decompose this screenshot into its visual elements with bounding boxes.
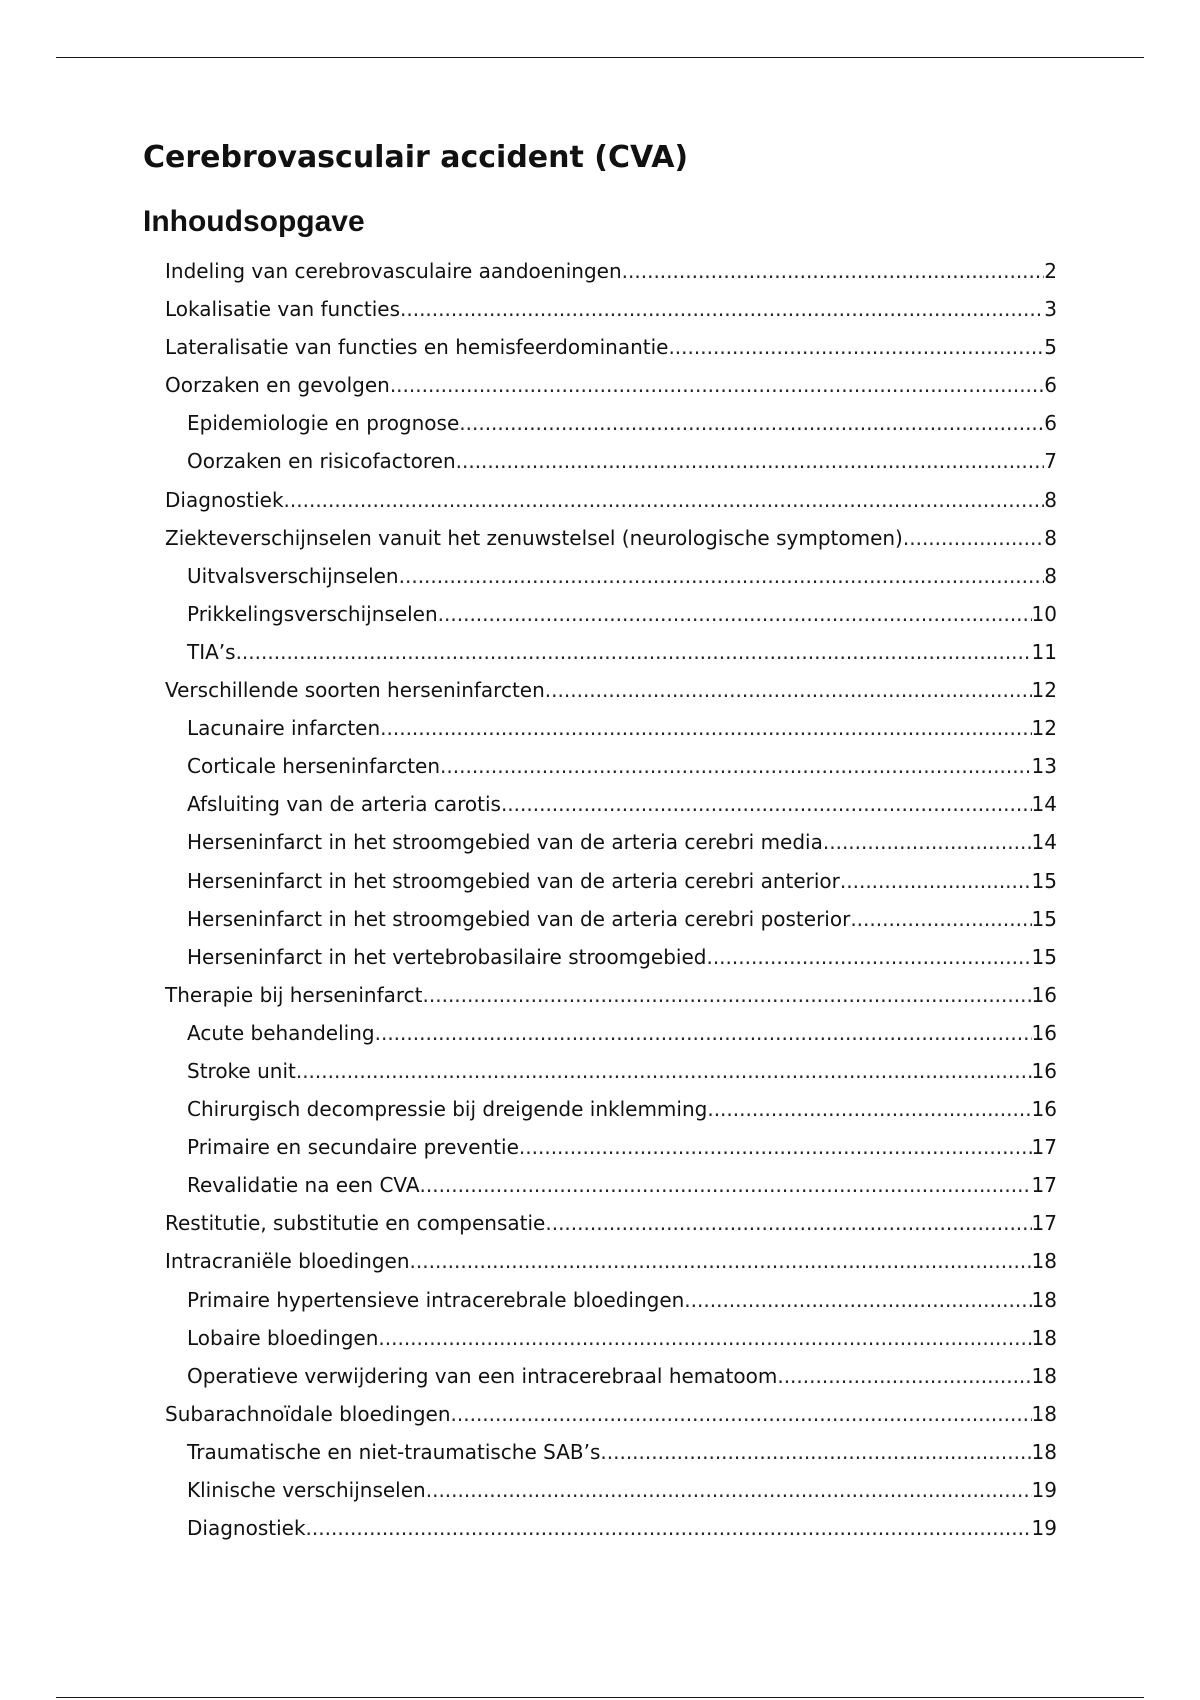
toc-entry-page-number: 6: [1044, 373, 1057, 398]
toc-entry-label: Herseninfarct in het stroomgebied van de arteria cerebri media: [187, 830, 823, 855]
toc-entry-label: Ziekteverschijnselen vanuit het zenuwstelsel (neurologische symptomen): [165, 525, 903, 550]
toc-dot-leader: [375, 1014, 1032, 1052]
toc-entry-page-number: 18: [1031, 1439, 1057, 1464]
toc-dot-leader: [378, 1319, 1031, 1357]
toc-entry-label: Herseninfarct in het vertebrobasilaire stroomgebied: [187, 944, 707, 969]
toc-entry[interactable]: [165, 1281, 1057, 1319]
toc-dot-leader: [706, 938, 1031, 976]
toc-entry-page-number: 15: [1031, 906, 1057, 931]
toc-dot-leader: [438, 595, 1032, 633]
toc-entry-label: Primaire en secundaire preventie: [187, 1135, 519, 1160]
toc-entry[interactable]: [165, 1128, 1057, 1166]
toc-entry[interactable]: [165, 404, 1057, 442]
toc-entry-page-number: 2: [1044, 259, 1057, 283]
toc-entry-label: Herseninfarct in het stroomgebied van de arteria cerebri anterior: [187, 868, 840, 893]
toc-dot-leader: [519, 1128, 1032, 1166]
toc-entry[interactable]: [165, 862, 1057, 900]
toc-entry-label: Lobaire bloedingen: [187, 1325, 379, 1350]
toc-entry-label: Corticale herseninfarcten: [187, 754, 441, 779]
toc-entry[interactable]: [165, 1204, 1057, 1242]
toc-entry-label: Traumatische en niet-traumatische SAB’s: [187, 1439, 601, 1464]
toc-entry-page-number: 16: [1031, 982, 1057, 1007]
toc-dot-leader: [600, 1433, 1031, 1471]
toc-entry-label: Herseninfarct in het stroomgebied van de arteria cerebri posterior: [187, 906, 851, 931]
toc-dot-leader: [777, 1357, 1031, 1395]
toc-entry-label: TIA’s: [187, 639, 236, 664]
toc-dot-leader: [684, 1281, 1031, 1319]
header-rule: [56, 57, 1144, 58]
toc-entry[interactable]: [165, 976, 1057, 1014]
toc-entry[interactable]: [165, 785, 1057, 823]
table-of-contents: [165, 252, 1057, 1547]
toc-entry[interactable]: [165, 1242, 1057, 1280]
toc-entry-page-number: 17: [1031, 1173, 1057, 1198]
toc-entry[interactable]: [165, 823, 1057, 861]
toc-entry-page-number: 12: [1031, 716, 1057, 741]
toc-dot-leader: [823, 823, 1032, 861]
toc-entry-label: Chirurgisch decompressie bij dreigende inklemming: [187, 1097, 708, 1122]
toc-dot-leader: [451, 1395, 1032, 1433]
toc-entry-page-number: 16: [1031, 1020, 1057, 1045]
toc-entry-page-number: 16: [1031, 1058, 1057, 1083]
toc-heading: Inhoudsopgave: [143, 205, 365, 238]
toc-dot-leader: [399, 557, 1045, 595]
toc-entry-label: Diagnostiek: [187, 1516, 306, 1541]
toc-dot-leader: [545, 1204, 1031, 1242]
toc-entry-page-number: 18: [1031, 1325, 1057, 1350]
toc-entry[interactable]: [165, 1014, 1057, 1052]
toc-entry-label: Lacunaire infarcten: [187, 716, 381, 741]
toc-entry[interactable]: [165, 938, 1057, 976]
toc-entry-page-number: 17: [1031, 1135, 1057, 1160]
document-title: Cerebrovasculair accident (CVA): [143, 140, 689, 175]
toc-dot-leader: [426, 1471, 1032, 1509]
toc-entry[interactable]: [165, 1509, 1057, 1547]
toc-entry-label: Uitvalsverschijnselen: [187, 563, 399, 588]
toc-dot-leader: [501, 785, 1032, 823]
toc-entry-page-number: 18: [1031, 1287, 1057, 1312]
toc-entry[interactable]: [165, 442, 1057, 480]
footer-rule: [56, 1697, 1144, 1698]
toc-entry-label: Lateralisatie van functies en hemisfeerdominantie: [165, 335, 669, 360]
toc-entry[interactable]: [165, 1395, 1057, 1433]
toc-entry-page-number: 6: [1044, 411, 1057, 436]
toc-entry-page-number: 8: [1044, 487, 1057, 512]
toc-entry[interactable]: [165, 366, 1057, 404]
toc-entry-label: Oorzaken en gevolgen: [165, 373, 390, 398]
toc-entry[interactable]: [165, 1433, 1057, 1471]
toc-entry-page-number: 18: [1031, 1249, 1057, 1274]
toc-entry-page-number: 14: [1031, 792, 1057, 817]
toc-entry-page-number: 17: [1031, 1211, 1057, 1236]
toc-entry[interactable]: [165, 519, 1057, 557]
toc-entry[interactable]: [165, 1166, 1057, 1204]
toc-entry-page-number: 18: [1031, 1401, 1057, 1426]
toc-entry-label: Prikkelingsverschijnselen: [187, 601, 438, 626]
toc-entry-label: Therapie bij herseninfarct: [165, 982, 423, 1007]
toc-dot-leader: [440, 747, 1032, 785]
toc-entry-label: Lokalisatie van functies: [165, 297, 400, 322]
toc-entry-label: Indeling van cerebrovasculaire aandoeningen: [165, 259, 622, 283]
toc-dot-leader: [306, 1509, 1032, 1547]
toc-entry-label: Epidemiologie en prognose: [187, 411, 460, 436]
toc-dot-leader: [284, 481, 1045, 519]
toc-entry[interactable]: [165, 1052, 1057, 1090]
toc-entry[interactable]: [165, 481, 1057, 519]
toc-entry[interactable]: [165, 633, 1057, 671]
toc-entry-page-number: 14: [1031, 830, 1057, 855]
toc-entry-page-number: 3: [1044, 297, 1057, 322]
toc-dot-leader: [380, 709, 1031, 747]
toc-entry-label: Restitutie, substitutie en compensatie: [165, 1211, 546, 1236]
toc-entry-label: Intracraniële bloedingen: [165, 1249, 410, 1274]
toc-entry[interactable]: [165, 1090, 1057, 1128]
toc-entry[interactable]: [165, 900, 1057, 938]
toc-dot-leader: [420, 1166, 1032, 1204]
toc-dot-leader: [545, 671, 1032, 709]
toc-entry-label: Stroke unit: [187, 1058, 296, 1083]
toc-dot-leader: [400, 290, 1044, 328]
toc-entry[interactable]: [165, 290, 1057, 328]
toc-entry[interactable]: [165, 557, 1057, 595]
toc-entry-page-number: 5: [1044, 335, 1057, 360]
toc-entry-label: Primaire hypertensieve intracerebrale bloedingen: [187, 1287, 685, 1312]
toc-entry-page-number: 10: [1031, 601, 1057, 626]
toc-entry-page-number: 7: [1044, 449, 1057, 474]
toc-dot-leader: [459, 404, 1044, 442]
toc-entry-page-number: 8: [1044, 563, 1057, 588]
toc-entry-label: Oorzaken en risicofactoren: [187, 449, 456, 474]
toc-dot-leader: [668, 328, 1044, 366]
toc-dot-leader: [456, 442, 1045, 480]
toc-entry[interactable]: [165, 747, 1057, 785]
toc-dot-leader: [903, 519, 1044, 557]
toc-entry[interactable]: [165, 252, 1057, 290]
toc-dot-leader: [622, 252, 1045, 290]
toc-dot-leader: [707, 1090, 1031, 1128]
toc-entry-page-number: 19: [1031, 1478, 1057, 1502]
toc-entry[interactable]: [165, 595, 1057, 633]
toc-entry-label: Subarachnoïdale bloedingen: [165, 1401, 451, 1426]
toc-entry[interactable]: [165, 1471, 1057, 1509]
toc-entry-label: Operatieve verwijdering van een intracerebraal hematoom: [187, 1363, 778, 1388]
toc-entry-page-number: 19: [1031, 1516, 1057, 1541]
toc-dot-leader: [296, 1052, 1032, 1090]
toc-entry[interactable]: [165, 671, 1057, 709]
toc-entry[interactable]: [165, 709, 1057, 747]
toc-dot-leader: [390, 366, 1044, 404]
toc-dot-leader: [840, 862, 1032, 900]
toc-entry-label: Afsluiting van de arteria carotis: [187, 792, 501, 817]
toc-dot-leader: [410, 1242, 1032, 1280]
toc-dot-leader: [850, 900, 1031, 938]
toc-entry-label: Diagnostiek: [165, 487, 284, 512]
toc-entry-page-number: 12: [1031, 678, 1057, 703]
toc-entry-page-number: 15: [1031, 944, 1057, 969]
toc-entry-label: Klinische verschijnselen: [187, 1478, 426, 1502]
toc-entry-page-number: 18: [1031, 1363, 1057, 1388]
toc-entry[interactable]: [165, 1319, 1057, 1357]
toc-entry-page-number: 13: [1031, 754, 1057, 779]
toc-entry[interactable]: [165, 328, 1057, 366]
toc-dot-leader: [236, 633, 1032, 671]
toc-entry[interactable]: [165, 1357, 1057, 1395]
toc-entry-page-number: 11: [1031, 639, 1057, 664]
toc-entry-page-number: 8: [1044, 525, 1057, 550]
toc-entry-label: Verschillende soorten herseninfarcten: [165, 678, 545, 703]
toc-entry-label: Revalidatie na een CVA: [187, 1173, 420, 1198]
toc-entry-page-number: 15: [1031, 868, 1057, 893]
toc-entry-page-number: 16: [1031, 1097, 1057, 1122]
toc-entry-label: Acute behandeling: [187, 1020, 375, 1045]
toc-dot-leader: [423, 976, 1032, 1014]
